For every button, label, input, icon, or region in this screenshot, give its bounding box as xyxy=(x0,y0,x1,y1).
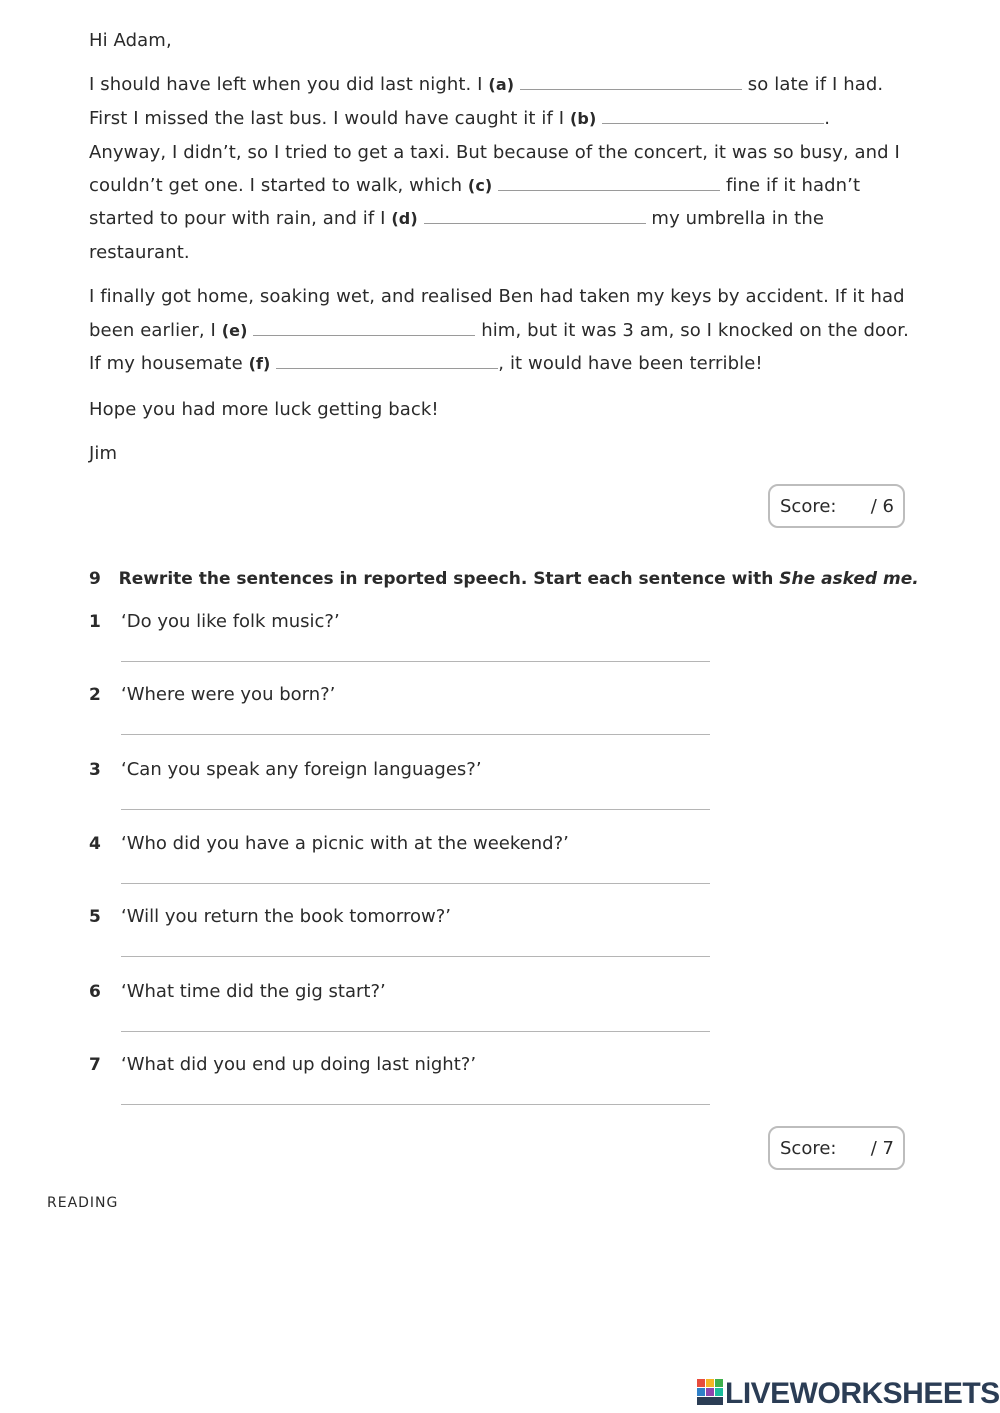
question-number: 7 xyxy=(89,1055,101,1075)
letter-line: restaurant. xyxy=(89,242,190,263)
brand-name: LIVEWORKSHEETS xyxy=(725,1377,1000,1410)
answer-line-input[interactable] xyxy=(121,1080,710,1105)
letter-text: . xyxy=(824,108,831,129)
letter-text: First I missed the last bus. I would have caught it if I xyxy=(89,108,570,129)
letter-signature: Jim xyxy=(89,443,118,464)
section-heading: READING xyxy=(47,1195,119,1211)
score-max: / 6 xyxy=(870,496,894,517)
letter-text: been earlier, I xyxy=(89,320,222,341)
answer-line-input[interactable] xyxy=(121,1007,710,1032)
question-number: 1 xyxy=(89,612,101,632)
answer-line-input[interactable] xyxy=(121,932,710,957)
letter-text: so late if I had. xyxy=(741,74,884,95)
score-box xyxy=(768,1126,905,1170)
question-number: 2 xyxy=(89,685,101,705)
letter-text: him, but it was 3 am, so I knocked on the door. xyxy=(475,320,909,341)
question-number: 3 xyxy=(89,760,101,780)
gap-label-d: (d) xyxy=(391,209,418,228)
letter-text: , it would have been terrible! xyxy=(498,353,763,374)
answer-line-input[interactable] xyxy=(121,859,710,884)
gap-b-input[interactable] xyxy=(602,109,824,124)
gap-label-c: (c) xyxy=(467,176,493,195)
gap-e-input[interactable] xyxy=(253,321,475,336)
letter-text: started to pour with rain, and if I xyxy=(89,208,392,229)
gap-label-b: (b) xyxy=(569,109,597,128)
question-text: ‘Who did you have a picnic with at the weekend?’ xyxy=(121,833,569,854)
question-text: ‘What did you end up doing last night?’ xyxy=(121,1054,477,1075)
question-number: 6 xyxy=(89,982,101,1002)
answer-line-input[interactable] xyxy=(121,710,710,735)
letter-line: Anyway, I didn’t, so I tried to get a taxi. But because of the concert, it was so busy, and I xyxy=(89,142,900,163)
letter-text: I should have left when you did last night. I xyxy=(89,74,489,95)
question-text: ‘What time did the gig start?’ xyxy=(121,981,386,1002)
letter-text: couldn’t get one. I started to walk, which xyxy=(89,175,468,196)
exercise-instruction xyxy=(89,569,919,589)
score-label: Score: xyxy=(780,496,837,517)
letter-text: If my housemate xyxy=(89,353,249,374)
gap-label-e: (e) xyxy=(221,321,248,340)
letter-line xyxy=(89,320,909,341)
letter-closing: Hope you had more luck getting back! xyxy=(89,399,439,420)
letter-line xyxy=(89,108,830,129)
question-number: 4 xyxy=(89,834,101,854)
question-text: ‘Will you return the book tomorrow?’ xyxy=(121,906,451,927)
answer-line-input[interactable] xyxy=(121,785,710,810)
letter-line: I finally got home, soaking wet, and realised Ben had taken my keys by accident. If it had xyxy=(89,286,905,307)
gap-a-input[interactable] xyxy=(520,75,742,90)
letter-line xyxy=(89,353,763,374)
exercise-number: 9 xyxy=(89,569,101,589)
question-number: 5 xyxy=(89,907,101,927)
gap-f-input[interactable] xyxy=(276,354,498,369)
gap-d-input[interactable] xyxy=(424,209,646,224)
liveworksheets-logo-icon xyxy=(697,1379,723,1407)
score-max: / 7 xyxy=(870,1138,894,1159)
gap-label-a: (a) xyxy=(488,75,515,94)
letter-text: fine if it hadn’t xyxy=(720,175,861,196)
score-label: Score: xyxy=(780,1138,837,1159)
gap-label-f: (f) xyxy=(248,354,271,373)
instruction-text: Rewrite the sentences in reported speech. Start each sentence with xyxy=(118,569,780,589)
instruction-emphasis: She asked me. xyxy=(779,569,919,589)
gap-c-input[interactable] xyxy=(498,176,720,191)
score-box xyxy=(768,484,905,528)
question-text: ‘Where were you born?’ xyxy=(121,684,336,705)
letter-line xyxy=(89,175,860,196)
question-text: ‘Can you speak any foreign languages?’ xyxy=(121,759,482,780)
answer-line-input[interactable] xyxy=(121,637,710,662)
letter-line xyxy=(89,74,883,95)
letter-line xyxy=(89,208,824,229)
letter-text: my umbrella in the xyxy=(645,208,825,229)
question-text: ‘Do you like folk music?’ xyxy=(121,611,340,632)
letter-greeting: Hi Adam, xyxy=(89,30,172,51)
